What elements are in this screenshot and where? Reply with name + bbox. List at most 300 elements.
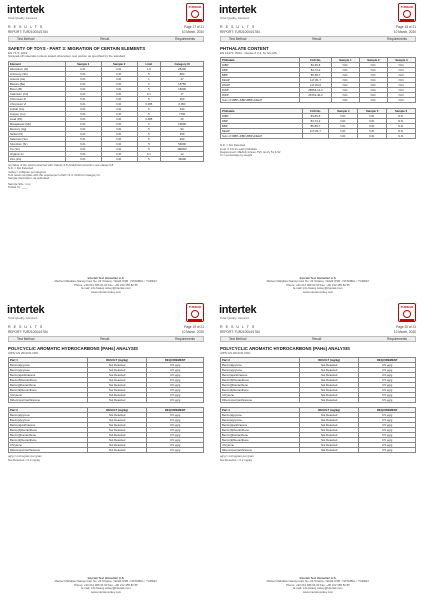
- table-cell: N.D.: [101, 66, 137, 71]
- page-footer: Intertek Test Hizmetleri A.S. Merkez Mahallesi Sanayi Cad. No: 23 Ortakoy / Ikitelli OSB - ISTANBUL / TURKEY Phone: +90 212 486 64 00 Fax: +90 212 455 82 55 E-mail: info.hwacg.turkey@intertek.com www.intertek-turkey.com: [54, 275, 158, 294]
- table-cell: N.D.: [65, 156, 101, 161]
- table-cell: 0.5 µg/g: [359, 428, 416, 433]
- page-number: Page 17 of 21: [184, 25, 204, 29]
- turkak-seal-icon: [398, 303, 416, 322]
- note-line: Sample Size: 1 pc: [8, 182, 31, 186]
- page-footer: Intertek Test Hizmetleri A.S. Merkez Mahallesi Sanayi Cad. No: 23 Ortakoy / Ikitelli OSB - ISTANBUL / TURKEY Phone: +90 212 486 64 00 Fax: +90 212 455 82 55 E-mail: info.hwacg.turkey@intertek.com www.intertek-turkey.com: [54, 575, 158, 594]
- table-cell: 7700: [161, 111, 204, 116]
- table-cell: 0.1: [137, 91, 160, 96]
- report-date: 10 March, 2020: [393, 30, 416, 34]
- intertek-logo: intertek: [7, 4, 45, 16]
- page-header: [4, 3, 208, 23]
- notes: [8, 455, 204, 462]
- table-cell: N.D.: [331, 78, 359, 83]
- table-cell: N.D.: [331, 88, 359, 93]
- table-cell: 0.5 µg/g: [359, 423, 416, 428]
- table-cell: BBP: [221, 73, 300, 78]
- table-cell: Sum of DIBP+DBP+BBP+DEHP: [221, 134, 303, 139]
- table-cell: Organic tin: [9, 151, 66, 156]
- pah-table-part3: [220, 357, 416, 403]
- table-cell: N.D.: [387, 119, 416, 124]
- table-row: [221, 398, 416, 403]
- table-cell: Not Detected: [87, 438, 146, 443]
- table-cell: 84-74-2: [300, 68, 332, 73]
- table-cell: N.D.: [101, 71, 137, 76]
- table-cell: 0.053: [161, 101, 204, 106]
- column-header: CAS No.: [300, 58, 332, 63]
- table-cell: 28553-12-0: [300, 88, 332, 93]
- table-cell: Nickel (Ni): [9, 131, 66, 136]
- column-header: Sample 1: [331, 58, 359, 63]
- table-cell: 560: [161, 71, 204, 76]
- section-subtitle: AfPS GS 2019:01 PAK: [220, 350, 251, 355]
- table-cell: N.D.: [101, 116, 137, 121]
- table-cell: N.D.: [387, 93, 415, 98]
- table-cell: Benzo(j)fluoranthene: [9, 433, 88, 438]
- table-cell: 84-69-5: [300, 63, 332, 68]
- table-row: [221, 448, 416, 453]
- table-cell: Dibenzo(a,h)anthracene: [9, 448, 88, 453]
- table-cell: N.D.: [101, 91, 137, 96]
- table-cell: Not Detected: [87, 443, 146, 448]
- table-cell: Benzo(e)pyrene: [221, 418, 300, 423]
- table-cell: Tin (Sn): [9, 146, 66, 151]
- table-cell: Cobalt (Co): [9, 106, 66, 111]
- table-cell: Boron (B): [9, 86, 66, 91]
- column-header: Limit: [137, 61, 160, 66]
- table-cell: 12: [161, 151, 204, 156]
- table-cell: 0.5 µg/g: [359, 438, 416, 443]
- table-cell: N.D.: [65, 111, 101, 116]
- page-number: Page 19 of 21: [184, 325, 204, 329]
- page-header: [216, 303, 420, 323]
- table-cell: 5: [137, 131, 160, 136]
- page-footer: Intertek Test Hizmetleri A.S. Merkez Mahallesi Sanayi Cad. No: 23 Ortakoy / Ikitelli OSB - ISTANBUL / TURKEY Phone: +90 212 486 64 00 Fax: +90 212 455 82 55 E-mail: info.hwacg.turkey@intertek.com www.intertek-turkey.com: [266, 275, 370, 294]
- table-cell: 0.5 µg/g: [147, 428, 204, 433]
- table-cell: DIBP: [221, 63, 300, 68]
- table-cell: Not Detected: [87, 363, 146, 368]
- report-id: REPORT: TUR210004/1784: [8, 30, 48, 34]
- table-cell: Chrysene: [221, 443, 300, 448]
- table-cell: N.D.: [329, 134, 358, 139]
- table-cell: Aluminium (Al): [9, 66, 66, 71]
- table-cell: Dibenzo(a,h)anthracene: [221, 398, 300, 403]
- table-cell: Not Detected: [87, 388, 146, 393]
- column-header: Sample 3: [387, 58, 415, 63]
- note-line: Sample description: as submitted: [8, 177, 50, 181]
- column-header: Phthalate: [221, 58, 300, 63]
- table-cell: Antimony (Sb): [9, 71, 66, 76]
- table-cell: N.D.: [359, 63, 387, 68]
- table-cell: Benzo(e)pyrene: [221, 368, 300, 373]
- table-cell: Benzo(a)pyrene: [9, 413, 88, 418]
- table-cell: 0.5 µg/g: [147, 388, 204, 393]
- table-cell: Chromium VI: [9, 101, 66, 106]
- column-header: Sample 2: [359, 58, 387, 63]
- table-cell: N.D.: [65, 116, 101, 121]
- table-cell: Not Detected: [299, 363, 358, 368]
- table-row: [9, 156, 204, 161]
- page-number: Page 18 of 21: [396, 25, 416, 29]
- table-cell: 5: [137, 71, 160, 76]
- table-cell: Benzo(a)anthracene: [221, 423, 300, 428]
- report-date: 10 March, 2020: [393, 330, 416, 334]
- table-cell: N.D.: [65, 121, 101, 126]
- seal-label: TÜRKAK: [400, 5, 414, 9]
- section-title: PHTHALATE CONTENT: [220, 46, 269, 51]
- table-cell: 0.5 µg/g: [147, 373, 204, 378]
- table-cell: Benzo(k)fluoranthene: [9, 438, 88, 443]
- table-cell: 0.1: [137, 151, 160, 156]
- table-cell: N.D.: [331, 63, 359, 68]
- table-cell: 0.5 µg/g: [147, 378, 204, 383]
- table-cell: N.D.: [65, 81, 101, 86]
- table-cell: 0.5 µg/g: [359, 393, 416, 398]
- table-cell: N.D.: [359, 78, 387, 83]
- table-cell: N.D.: [101, 151, 137, 156]
- table-cell: Cadmium (Cd): [9, 91, 66, 96]
- remarks: [8, 183, 204, 190]
- notes: [220, 144, 416, 158]
- table-cell: N.D.: [329, 114, 358, 119]
- intertek-logo: intertek: [219, 4, 257, 16]
- table-cell: 0.5 µg/g: [147, 383, 204, 388]
- results-label: R E S U L T S: [8, 25, 44, 29]
- table-cell: N.D.: [65, 151, 101, 156]
- table-cell: N.D.: [101, 131, 137, 136]
- table-cell: N.D.: [65, 101, 101, 106]
- column-header: REQUIREMENT: [147, 408, 204, 413]
- table-cell: N.D.: [331, 93, 359, 98]
- notes: [220, 455, 416, 462]
- table-cell: N.D.: [359, 98, 387, 103]
- note-line: N.D. = Not Detected: [220, 144, 246, 148]
- table-cell: 85-68-7: [302, 124, 329, 129]
- table-cell: 15000: [161, 121, 204, 126]
- page-footer: Intertek Test Hizmetleri A.S. Merkez Mahallesi Sanayi Cad. No: 23 Ortakoy / Ikitelli OSB - ISTANBUL / TURKEY Phone: +90 212 486 64 00 Fax: +90 212 455 82 55 E-mail: info.hwacg.turkey@intertek.com www.intertek-turkey.com: [266, 575, 370, 594]
- table-cell: Chromium III: [9, 96, 66, 101]
- seal-label: TÜRKAK: [188, 305, 202, 309]
- table-cell: 0.5 µg/g: [147, 418, 204, 423]
- column-header: CAS No.: [302, 109, 329, 114]
- section-title: POLYCYCLIC AROMATIC HYDROCARBONS (PAHs) ANALYSIS: [8, 346, 138, 351]
- table-cell: N.D.: [358, 134, 387, 139]
- table-cell: Not Detected: [87, 433, 146, 438]
- table-cell: 930: [161, 131, 204, 136]
- table-cell: Not Detected: [87, 368, 146, 373]
- table-cell: Benzo(k)fluoranthene: [9, 388, 88, 393]
- table-row: [9, 448, 204, 453]
- table-cell: Benzo(j)fluoranthene: [9, 383, 88, 388]
- note-line: Not Detected < 0.2 mg/kg: [220, 458, 252, 462]
- table-cell: 0.5 µg/g: [147, 443, 204, 448]
- table-cell: N.D.: [101, 121, 137, 126]
- note-line: Not Detected < 0.2 mg/kg: [8, 458, 40, 462]
- table-cell: N.D.: [387, 124, 416, 129]
- table-cell: 85-68-7: [300, 73, 332, 78]
- table-cell: 26761-40-0: [300, 93, 332, 98]
- table-cell: Not Detected: [87, 393, 146, 398]
- table-cell: Not Detected: [299, 373, 358, 378]
- column-header: Element: [9, 61, 66, 66]
- table-cell: N.D.: [329, 119, 358, 124]
- table-cell: N.D.: [329, 124, 358, 129]
- column-header-bar: Test Method Result Requirements: [220, 36, 416, 42]
- note-line: Requirement: REACH Annex XVII, Entry 51 & 52: [220, 150, 281, 154]
- column-header: RESULT (mg/kg): [87, 408, 146, 413]
- table-cell: Benzo(a)pyrene: [221, 413, 300, 418]
- pah-table-part1: [8, 357, 204, 403]
- report-id: REPORT: TUR210004/1784: [8, 330, 48, 334]
- phthalate-table-1: [220, 57, 416, 103]
- table-cell: 0.5 µg/g: [359, 418, 416, 423]
- table-cell: 0.5 µg/g: [147, 438, 204, 443]
- pah-table-part2: [8, 407, 204, 453]
- column-header-bar: Test Method Result Requirements: [220, 336, 416, 342]
- table-cell: Zinc (Zn): [9, 156, 66, 161]
- seal-label: TÜRKAK: [188, 5, 202, 9]
- table-cell: Not Detected: [299, 418, 358, 423]
- note-line: mg/kg = milligram per kilogram: [8, 170, 47, 174]
- table-cell: DIBP: [221, 114, 303, 119]
- section-subtitle: AfPS GS 2019:01 PAK: [8, 350, 39, 355]
- section-title: SAFETY OF TOYS - PART 3: MIGRATION OF CERTAIN ELEMENTS: [8, 46, 146, 51]
- logo-tagline: Total Quality. Assured.: [220, 316, 250, 320]
- table-cell: 130: [161, 106, 204, 111]
- table-cell: Benzo(e)pyrene: [9, 368, 88, 373]
- table-cell: 1: [137, 76, 160, 81]
- table-cell: Arsenic (As): [9, 76, 66, 81]
- column-header: Sample 5: [358, 109, 387, 114]
- table-cell: 17: [161, 91, 204, 96]
- column-header: Part 1: [9, 358, 88, 363]
- table-cell: N.D.: [387, 88, 415, 93]
- table-cell: BBP: [221, 124, 303, 129]
- table-cell: 5: [137, 111, 160, 116]
- table-cell: Chrysene: [221, 393, 300, 398]
- table-cell: 5: [137, 136, 160, 141]
- table-cell: Lead (Pb): [9, 116, 66, 121]
- table-cell: 117-81-7: [300, 78, 332, 83]
- table-cell: N.D.: [65, 131, 101, 136]
- logo-tagline: Total Quality. Assured.: [8, 16, 38, 20]
- table-cell: 1.5: [137, 66, 160, 71]
- column-header: REQUIREMENT: [359, 358, 416, 363]
- table-cell: 5: [137, 121, 160, 126]
- table-cell: 0.5 µg/g: [359, 383, 416, 388]
- table-cell: N.D.: [359, 83, 387, 88]
- report-date: 10 March, 2020: [181, 30, 204, 34]
- table-cell: Not Detected: [299, 423, 358, 428]
- table-cell: Dibenzo(a,h)anthracene: [221, 448, 300, 453]
- table-cell: Not Detected: [299, 393, 358, 398]
- table-cell: N.D.: [387, 114, 416, 119]
- table-cell: N.D.: [101, 126, 137, 131]
- turkak-seal-icon: [398, 3, 416, 22]
- table-cell: N.D.: [101, 81, 137, 86]
- table-cell: N.D.: [65, 91, 101, 96]
- seal-label: TÜRKAK: [400, 305, 414, 309]
- table-cell: Not Detected: [299, 433, 358, 438]
- table-cell: Benzo(k)fluoranthene: [221, 388, 300, 393]
- table-cell: N.D.: [331, 83, 359, 88]
- table-cell: Benzo(j)fluoranthene: [221, 383, 300, 388]
- table-cell: 0.5 µg/g: [147, 448, 204, 453]
- table-cell: 0.005: [137, 116, 160, 121]
- table-cell: N.D.: [101, 156, 137, 161]
- page-header: [4, 303, 208, 323]
- intertek-logo: intertek: [219, 304, 257, 316]
- table-cell: N.D.: [359, 93, 387, 98]
- column-header: RESULT (mg/kg): [299, 408, 358, 413]
- report-id: REPORT: TUR210004/1784: [220, 330, 260, 334]
- table-cell: 23: [161, 116, 204, 121]
- table-cell: Not Detected: [299, 413, 358, 418]
- table-cell: N.D.: [101, 141, 137, 146]
- table-cell: N.D.: [65, 86, 101, 91]
- table-cell: Mercury (Hg): [9, 126, 66, 131]
- table-cell: Dibenzo(a,h)anthracene: [9, 398, 88, 403]
- column-header: Sample 4: [329, 109, 358, 114]
- column-header: Part 2: [9, 408, 88, 413]
- note-line: (a) Value of the result corrected with 'Clause 9.8' Analytical correction: see clause 9.8: [8, 163, 114, 167]
- table-cell: N.D.: [65, 136, 101, 141]
- note-line: N.D. = Not Detected: [8, 167, 34, 171]
- table-cell: N.D.: [101, 76, 137, 81]
- table-cell: 5: [137, 96, 160, 101]
- table-row: [9, 398, 204, 403]
- table-cell: N.D.: [358, 114, 387, 119]
- table-cell: N.D.: [387, 73, 415, 78]
- table-cell: 0.5 µg/g: [359, 368, 416, 373]
- table-cell: Strontium (Sr): [9, 141, 66, 146]
- table-cell: Not Detected: [87, 423, 146, 428]
- table-cell: DBP: [221, 68, 300, 73]
- table-cell: Not Detected: [87, 448, 146, 453]
- table-cell: Copper (Cu): [9, 111, 66, 116]
- note-line: Tested by: ____: [8, 186, 28, 190]
- migration-table: [8, 61, 204, 162]
- column-header: Sample 1: [65, 61, 101, 66]
- table-cell: Not Detected: [299, 383, 358, 388]
- results-label: R E S U L T S: [220, 325, 256, 329]
- table-cell: Not Detected: [299, 388, 358, 393]
- report-page-2: [216, 3, 420, 297]
- table-cell: 0.5 µg/g: [359, 363, 416, 368]
- results-label: R E S U L T S: [220, 25, 256, 29]
- column-header: Sample 6: [387, 109, 416, 114]
- note-line: µg/g = microgram per gram: [8, 455, 42, 459]
- table-cell: N.D.: [101, 96, 137, 101]
- table-cell: Not Detected: [299, 438, 358, 443]
- report-page-1: [4, 3, 208, 297]
- table-cell: Not Detected: [87, 413, 146, 418]
- table-cell: Benzo(e)pyrene: [9, 418, 88, 423]
- table-cell: 0.5 µg/g: [359, 373, 416, 378]
- table-cell: 460: [161, 136, 204, 141]
- table-cell: 46000: [161, 156, 204, 161]
- table-cell: Not Detected: [87, 378, 146, 383]
- page-number: Page 20 of 21: [396, 325, 416, 329]
- table-cell: N.D.: [101, 101, 137, 106]
- table-cell: Chrysene: [9, 443, 88, 448]
- section-subtitle: EN 14372: 2004 - Clause 6.3.2, by GC-MS: [220, 50, 277, 55]
- table-cell: Not Detected: [299, 368, 358, 373]
- table-cell: 56000: [161, 141, 204, 146]
- table-cell: 0.5 µg/g: [147, 393, 204, 398]
- table-cell: N.D.: [65, 71, 101, 76]
- table-cell: 5: [137, 146, 160, 151]
- table-cell: 0.5 µg/g: [147, 423, 204, 428]
- table-cell: Not Detected: [87, 398, 146, 403]
- table-cell: 0.5 µg/g: [147, 413, 204, 418]
- table-cell: N.D.: [331, 98, 359, 103]
- table-cell: 0.5 µg/g: [147, 398, 204, 403]
- table-cell: 5: [137, 141, 160, 146]
- column-header: REQUIREMENT: [359, 408, 416, 413]
- table-cell: N.D.: [359, 88, 387, 93]
- table-cell: Benzo(b)fluoranthene: [9, 428, 88, 433]
- table-cell: 0.5 µg/g: [359, 448, 416, 453]
- table-row: [221, 98, 416, 103]
- results-label: R E S U L T S: [8, 325, 44, 329]
- table-cell: 94: [161, 126, 204, 131]
- column-header: Sample 2: [101, 61, 137, 66]
- table-cell: DEHP: [221, 78, 300, 83]
- table-cell: Not Detected: [299, 448, 358, 453]
- table-cell: 5: [137, 81, 160, 86]
- report-id: REPORT: TUR210004/1784: [220, 30, 260, 34]
- table-cell: Not Detected: [87, 373, 146, 378]
- column-header: REQUIREMENT: [147, 358, 204, 363]
- table-cell: N.D.: [101, 86, 137, 91]
- table-cell: N.D.: [387, 129, 416, 134]
- note-line: µg/g = microgram per gram: [220, 455, 254, 459]
- table-cell: N.D.: [387, 134, 416, 139]
- table-cell: N.D.: [331, 68, 359, 73]
- table-cell: 0.5 µg/g: [147, 433, 204, 438]
- notes: [8, 164, 204, 181]
- table-cell: 0.5 µg/g: [359, 388, 416, 393]
- column-header-bar: Test Method Result Requirements: [8, 336, 204, 342]
- table-cell: Not Detected: [87, 428, 146, 433]
- table-cell: Sum of DIBP+DBP+BBP+DEHP: [221, 98, 300, 103]
- report-page-3: [4, 303, 208, 597]
- report-date: 10 March, 2020: [181, 330, 204, 334]
- table-cell: 0.5 µg/g: [359, 443, 416, 448]
- note-line: Test result complies with the requirement of EN 71-3: 2019 for Category III: [8, 173, 100, 177]
- table-cell: N.D.: [65, 141, 101, 146]
- table-cell: Benzo(b)fluoranthene: [221, 428, 300, 433]
- table-cell: N.D.: [101, 111, 137, 116]
- column-header: RESULT (mg/kg): [87, 358, 146, 363]
- section-title: POLYCYCLIC AROMATIC HYDROCARBONS (PAHs) ANALYSIS: [220, 346, 350, 351]
- table-cell: N.D.: [387, 63, 415, 68]
- table-cell: [302, 134, 329, 139]
- table-cell: 5: [137, 156, 160, 161]
- table-row: [221, 134, 416, 139]
- table-cell: N.D.: [65, 146, 101, 151]
- table-cell: Benzo(a)pyrene: [221, 363, 300, 368]
- table-cell: N.D.: [101, 146, 137, 151]
- table-cell: Manganese (Mn): [9, 121, 66, 126]
- table-cell: 0.005: [137, 101, 160, 106]
- table-cell: Not Detected: [299, 378, 358, 383]
- table-cell: 47: [161, 76, 204, 81]
- table-cell: N.D.: [65, 66, 101, 71]
- table-cell: 15000: [161, 86, 204, 91]
- table-cell: Barium (Ba): [9, 81, 66, 86]
